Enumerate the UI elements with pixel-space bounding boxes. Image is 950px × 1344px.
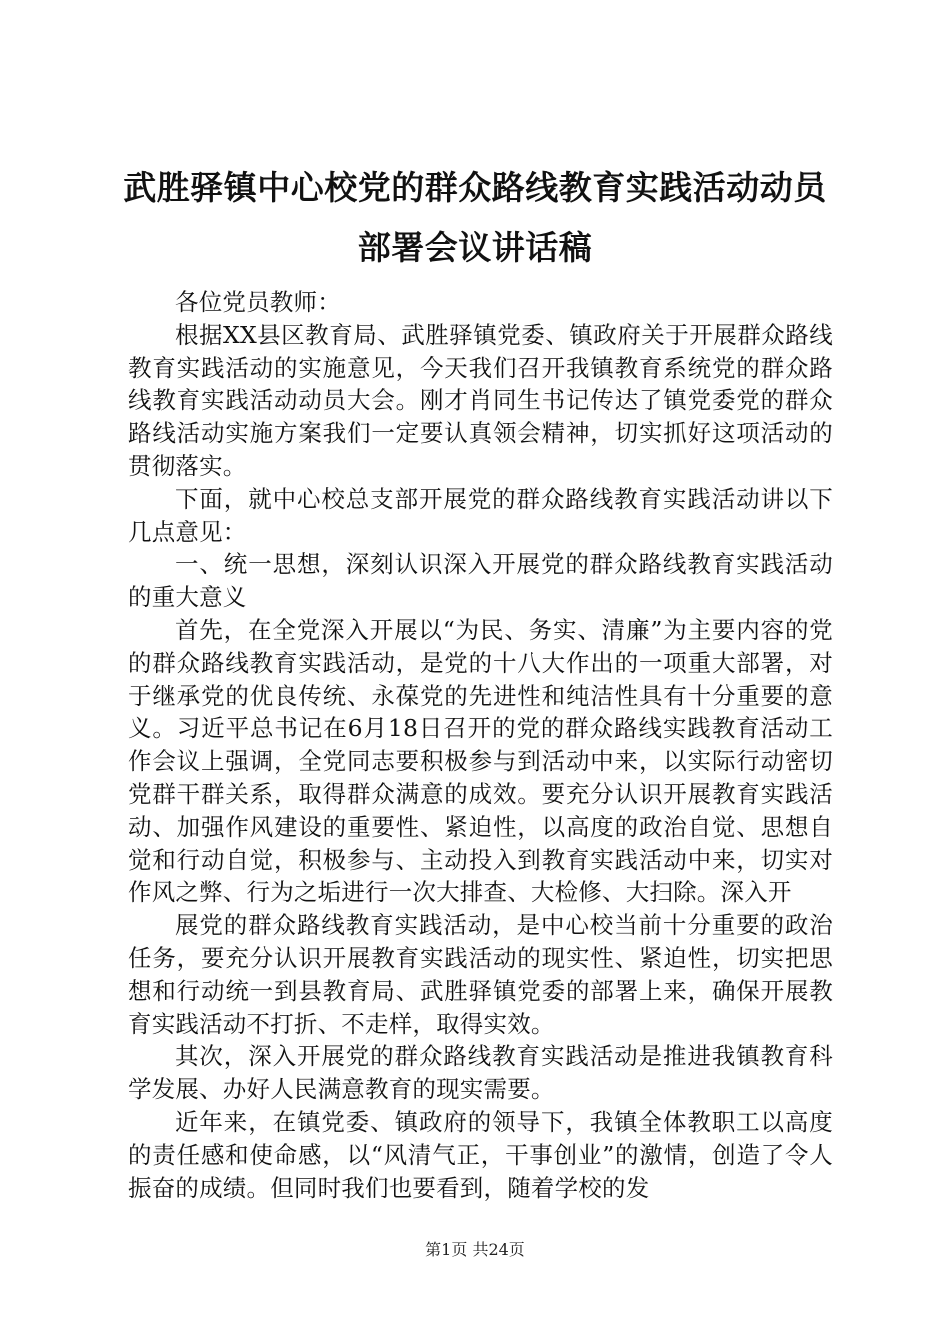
- salutation-paragraph: 各位党员教师：: [175, 288, 341, 316]
- body-paragraph: 其次，深入开展党的群众路线教育实践活动是推进我镇教育科学发展、办好人民满意教育的现实需要。: [128, 1042, 833, 1104]
- page-number-footer: 第1页 共24页: [425, 1240, 525, 1259]
- body-paragraph: 展党的群众路线教育实践活动，是中心校当前十分重要的政治任务，要充分认识开展教育实践活动的现实性、紧迫性，切实把思想和行动统一到县教育局、武胜驿镇党委的部署上来，确保开展教育实践活动不打折、不走样，取得实效。: [128, 911, 833, 1038]
- document-title: 武胜驿镇中心校党的群众路线教育实践活动动员部署会议讲话稿: [123, 168, 827, 267]
- body-paragraph: 近年来，在镇党委、镇政府的领导下，我镇全体教职工以高度的责任感和使命感，以“风清气正，干事创业”的激情，创造了令人振奋的成绩。但同时我们也要看到，随着学校的发: [128, 1107, 833, 1202]
- body-paragraph: 首先，在全党深入开展以“为民、务实、清廉”为主要内容的党的群众路线教育实践活动，是党的十八大作出的一项重大部署，对于继承党的优良传统、永葆党的先进性和纯洁性具有十分重要的意义。习近平总书记在6月18日召开的党的群众路线实践教育活动工作会议上强调，全党同志要积极参与到活动中来，以实际行动密切党群干群关系，取得群众满意的成效。要充分认识开展教育实践活动、加强作风建设的重要性、紧迫性，以高度的政治自觉、思想自觉和行动自觉，积极参与、主动投入到教育实践活动中来，切实对作风之弊、行为之垢进行一次大排查、大检修、大扫除。深入开: [128, 615, 833, 907]
- body-paragraph: 下面，就中心校总支部开展党的群众路线教育实践活动讲以下几点意见：: [128, 484, 833, 546]
- document-body: [128, 286, 833, 1204]
- body-paragraph: 根据XX县区教育局、武胜驿镇党委、镇政府关于开展群众路线教育实践活动的实施意见，今天我们召开我镇教育系统党的群众路线教育实践活动动员大会。刚才肖同生书记传达了镇党委党的群众路线活动实施方案我们一定要认真领会精神，切实抓好这项活动的贯彻落实。: [128, 320, 833, 480]
- section-heading-paragraph: 一、统一思想，深刻认识深入开展党的群众路线教育实践活动的重大意义: [128, 550, 833, 612]
